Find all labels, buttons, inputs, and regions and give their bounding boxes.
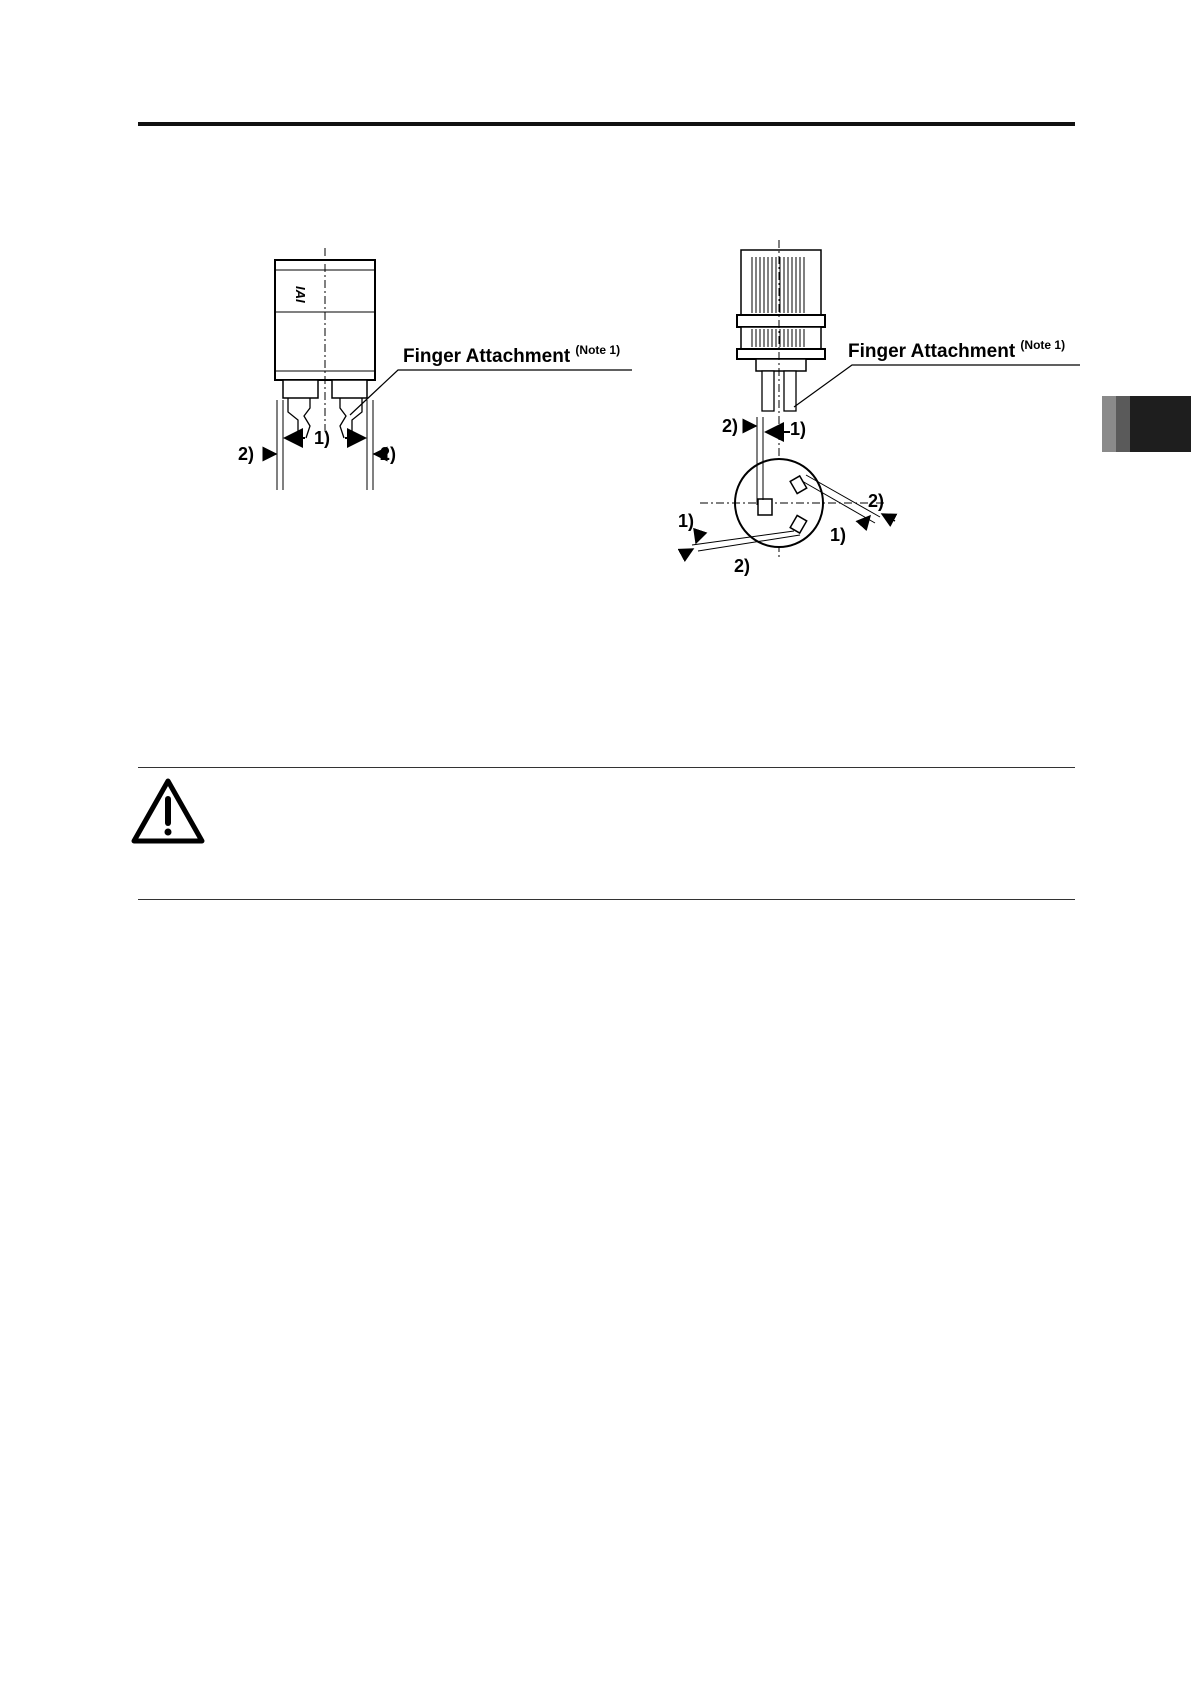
right-dim-2-top: 2)	[722, 416, 739, 436]
dim-1-label: 1)	[314, 428, 331, 448]
right-dim-1-top: 1)	[790, 419, 807, 439]
svg-text:Finger Attachment (Note 1)	[848, 338, 1065, 362]
chapter-thumb-tab	[1102, 396, 1191, 452]
dim-2-left-label: 2)	[238, 444, 255, 464]
right-dim-2-right: 2)	[868, 491, 885, 511]
caution-rule-bottom	[138, 899, 1075, 900]
left-gripper-drawing	[220, 240, 660, 500]
svg-text:Finger Attachment (Note 1)	[403, 343, 620, 367]
caution-rule-top	[138, 767, 1075, 768]
right-dim-1-left: 1)	[678, 511, 695, 531]
right-finger-attachment-note: (Note 1)	[1020, 338, 1066, 352]
right-gripper-drawing	[678, 235, 1090, 580]
right-dim-2-bottom: 2)	[734, 556, 751, 576]
dim-2-right-label: 2)	[380, 444, 397, 464]
finger-attachment-label: Finger Attachment	[403, 346, 571, 367]
right-finger-attachment-label: Finger Attachment	[848, 341, 1016, 362]
header-rule	[138, 122, 1075, 126]
iai-logo: IAI	[293, 286, 308, 303]
warning-triangle-icon	[130, 777, 206, 845]
right-dim-1-right: 1)	[830, 525, 847, 545]
finger-attachment-note: (Note 1)	[575, 343, 621, 357]
